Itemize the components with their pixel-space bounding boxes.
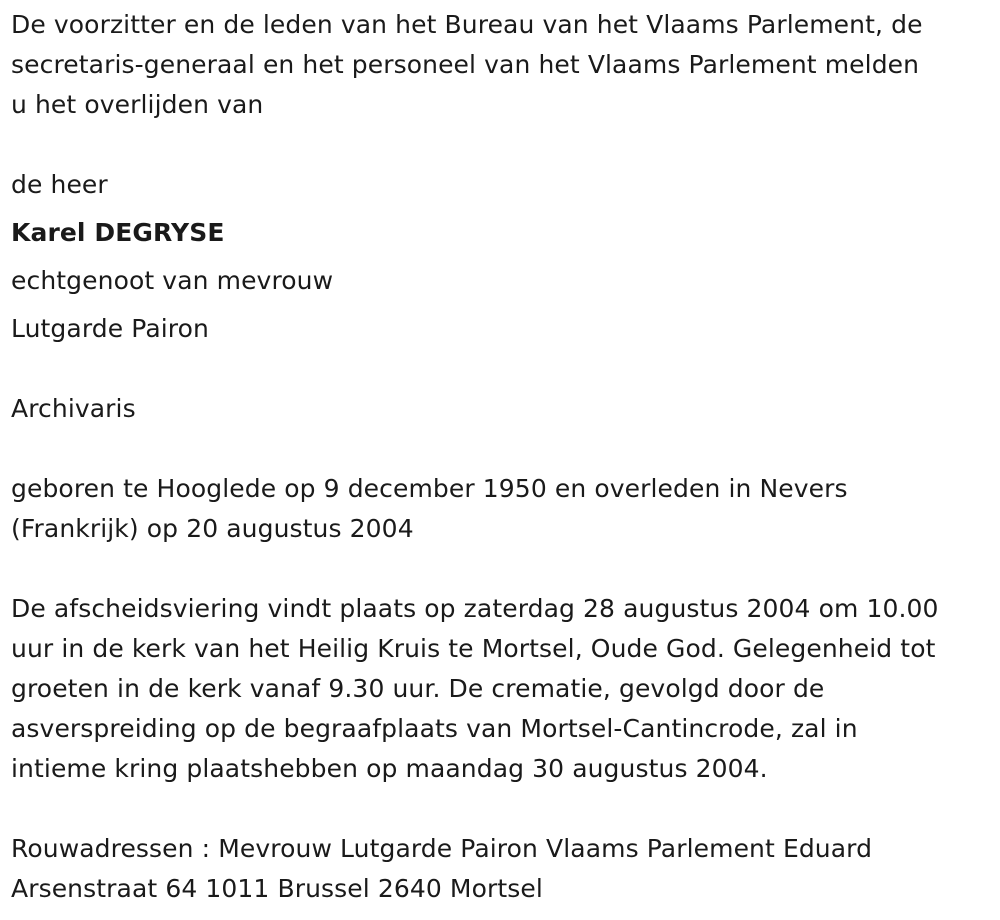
intro-line-3: u het overlijden van <box>11 90 264 119</box>
spouse-label: echtgenoot van mevrouw <box>11 266 334 295</box>
ceremony-line-2: uur in de kerk van het Heilig Kruis te Mortsel, Oude God. Gelegenheid tot <box>11 634 936 663</box>
ceremony-line-3: groeten in de kerk vanaf 9.30 uur. De crematie, gevolgd door de <box>11 674 825 703</box>
deceased-name: Karel DEGRYSE <box>11 218 225 247</box>
intro-line-1: De voorzitter en de leden van het Bureau van het Vlaams Parlement, de <box>11 10 923 39</box>
birth-death-line-1: geboren te Hooglede op 9 december 1950 en overleden in Nevers <box>11 474 848 503</box>
addresses-line-2: Arsenstraat 64 1011 Brussel 2640 Mortsel <box>11 874 543 903</box>
spouse-name: Lutgarde Pairon <box>11 314 209 343</box>
addresses-line-1: Rouwadressen : Mevrouw Lutgarde Pairon Vlaams Parlement Eduard <box>11 834 873 863</box>
ceremony-line-4: asverspreiding op de begraafplaats van Mortsel-Cantincrode, zal in <box>11 714 858 743</box>
function-title: Archivaris <box>11 394 136 423</box>
intro-line-2: secretaris-generaal en het personeel van het Vlaams Parlement melden <box>11 50 920 79</box>
birth-death-line-2: (Frankrijk) op 20 augustus 2004 <box>11 514 414 543</box>
salutation: de heer <box>11 170 108 199</box>
ceremony-line-5: intieme kring plaatshebben op maandag 30 augustus 2004. <box>11 754 768 783</box>
ceremony-line-1: De afscheidsviering vindt plaats op zaterdag 28 augustus 2004 om 10.00 <box>11 594 939 623</box>
